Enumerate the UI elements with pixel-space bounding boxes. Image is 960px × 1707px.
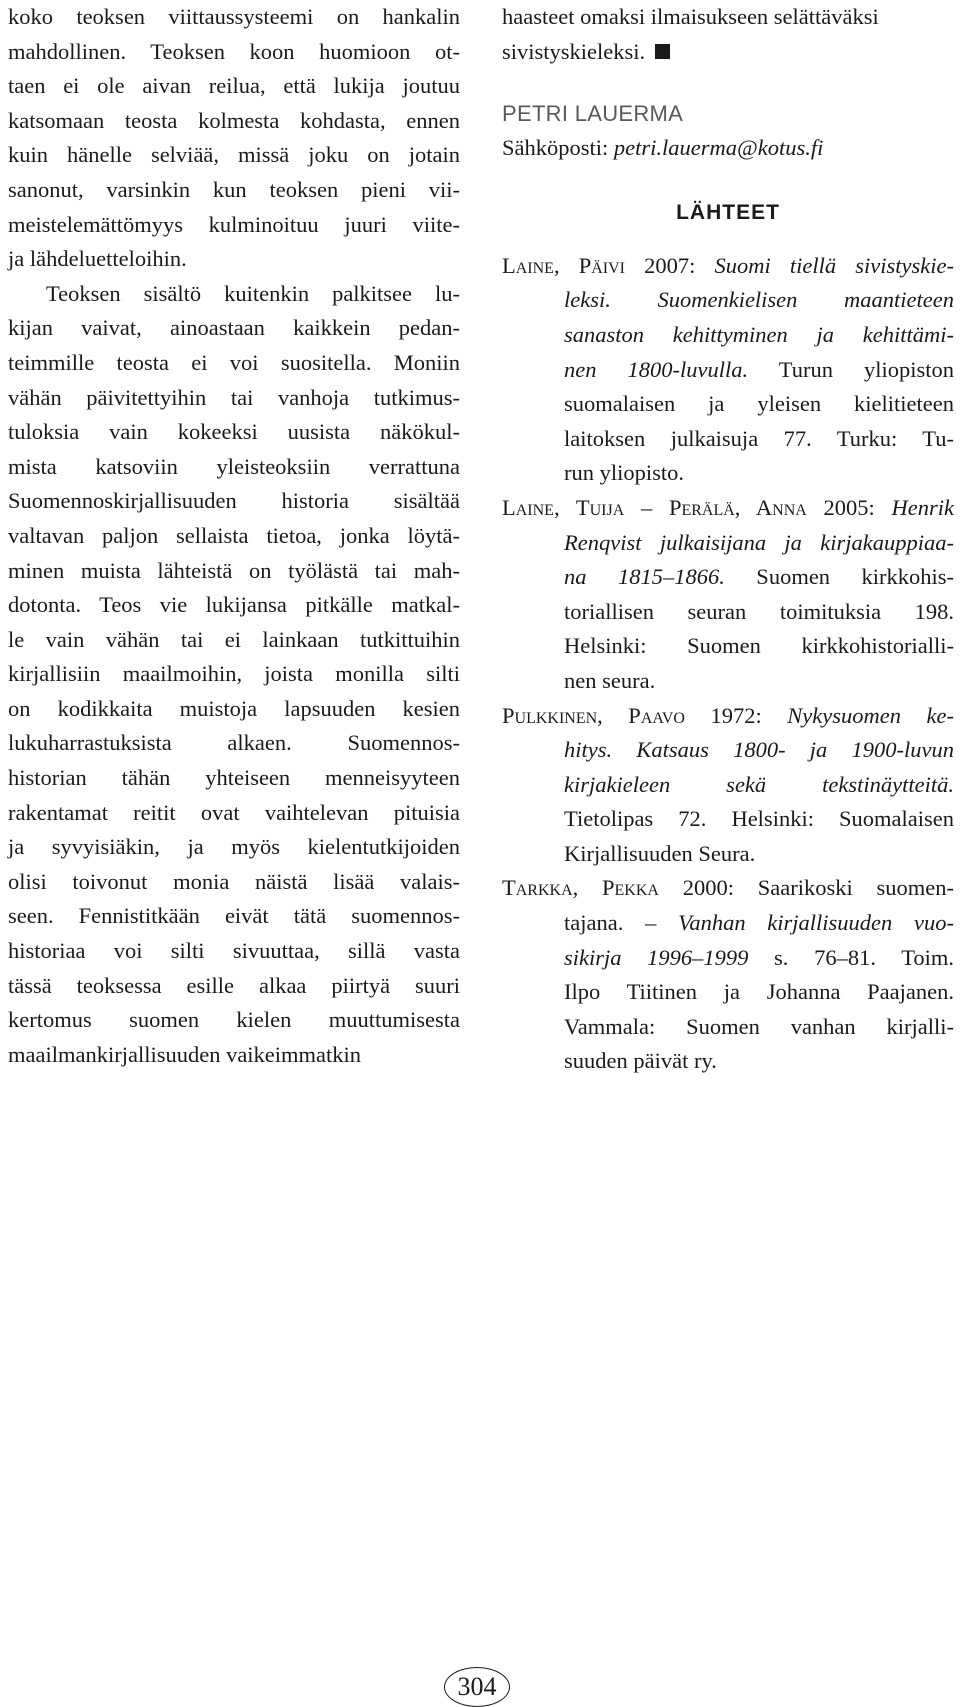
reference-author: Laine, Päivi — [502, 252, 625, 278]
reference-title: na 1815–1866. — [564, 564, 725, 590]
text-line: dotonta. Teos vie lukijansa pitkälle matkal- — [8, 592, 460, 618]
reference-title: sikirja 1996–1999 — [564, 944, 749, 970]
reference-text: 2007: — [625, 252, 715, 278]
reference-entry — [502, 249, 954, 491]
left-column — [8, 0, 460, 1072]
reference-text: s. 76–81. Toim. — [748, 944, 954, 970]
reference-text: toriallisen seuran toimituksia 198. — [564, 598, 954, 624]
reference-text: 2000: Saarikoski suomen- — [658, 875, 954, 901]
reference-text: run yliopisto. — [564, 460, 685, 486]
reference-title: hitys. Katsaus 1800- ja 1900-luvun — [564, 737, 954, 763]
email-address: petri.lauerma@kotus.fi — [613, 135, 824, 161]
text-line: lukuharrastuksista alkaen. Suomennos- — [8, 730, 460, 756]
text-span: haasteet omaksi ilmaisukseen selättäväksi — [502, 4, 879, 29]
text-line: kijan vaivat, ainoastaan kaikkein pedan- — [8, 315, 460, 341]
reference-entry — [502, 699, 954, 872]
opening-paragraph — [502, 0, 954, 69]
reference-text: suomalaisen ja yleisen kielitieteen — [564, 391, 954, 417]
reference-line — [502, 387, 954, 422]
reference-text: 2005: — [806, 494, 892, 520]
text-line: taen ei ole aivan reilua, että lukija joutuu — [8, 73, 460, 99]
text-line: Suomennoskirjallisuuden historia sisältää — [8, 488, 460, 514]
text-line: historian tähän yhteiseen menneisyyteen — [8, 765, 460, 791]
reference-line — [502, 837, 954, 872]
reference-title: Henrik — [891, 494, 954, 520]
reference-title: Vanhan kirjallisuuden vuo- — [678, 910, 954, 936]
reference-line — [502, 283, 954, 318]
reference-line — [502, 353, 954, 388]
reference-line — [502, 526, 954, 561]
reference-title: nen 1800-luvulla. — [564, 356, 749, 382]
text-line: kuin hänelle selviää, missä joku on jotain — [8, 142, 460, 168]
text-line: valtavan paljon sellaista tietoa, jonka löytä- — [8, 522, 460, 548]
reference-line — [502, 422, 954, 457]
text-line: on kodikkaita muistoja lapsuuden kesien — [8, 695, 460, 721]
text-line: tässä teoksessa esille alkaa piirtyä suuri — [8, 972, 460, 998]
text-line: olisi toivonut monia näistä lisää valais- — [8, 868, 460, 894]
reference-line — [502, 975, 954, 1010]
references-heading: LÄHTEET — [676, 200, 780, 224]
text-line: historiaa voi silti sivuuttaa, sillä vasta — [8, 938, 460, 964]
end-of-article-mark — [655, 44, 670, 59]
text-line: ja lähdeluetteloihin. — [8, 246, 187, 272]
text-line — [502, 35, 954, 70]
reference-text: laitoksen julkaisuja 77. Turku: Tu- — [564, 425, 954, 451]
reference-line — [502, 1044, 954, 1079]
reference-author: Tarkka, Pekka — [502, 875, 659, 901]
right-column — [502, 0, 954, 1079]
reference-line — [502, 629, 954, 664]
text-line: tuloksia vain kokeeksi uusista näkökul- — [8, 419, 460, 445]
text-line: mista katsoviin yleisteoksiin verrattuna — [8, 453, 460, 479]
reference-line — [502, 664, 954, 699]
reference-list — [502, 249, 954, 1079]
reference-line — [502, 699, 954, 734]
reference-title: Suomi tiellä sivistyskie- — [714, 252, 954, 278]
reference-text: 1972: — [684, 702, 788, 728]
text-line — [502, 0, 954, 35]
reference-text: nen seura. — [564, 667, 656, 693]
reference-line — [502, 249, 954, 284]
text-line: meistelemättömyys kulminoituu juuri viite- — [8, 211, 460, 237]
reference-text: tajana. – — [564, 910, 679, 936]
text-line: le vain vähän tai ei lainkaan tutkittuihin — [8, 626, 460, 652]
reference-line — [502, 802, 954, 837]
reference-title: Renqvist julkaisijana ja kirjakauppiaa- — [564, 529, 954, 555]
reference-line — [502, 1010, 954, 1045]
reference-line — [502, 318, 954, 353]
reference-line — [502, 941, 954, 976]
reference-title: leksi. Suomenkielisen maantieteen — [564, 287, 954, 313]
reference-entry — [502, 871, 954, 1079]
text-line: teimmille teosta ei voi suositella. Moniin — [8, 349, 460, 375]
reference-entry — [502, 491, 954, 699]
text-line: kertomus suomen kielen muuttumisesta — [8, 1007, 460, 1033]
reference-line — [502, 768, 954, 803]
reference-line — [502, 491, 954, 526]
text-span: sivistyskieleksi. — [502, 38, 646, 64]
reference-text: Tietolipas 72. Helsinki: Suomalaisen — [564, 806, 954, 832]
reference-text: Turun yliopiston — [748, 356, 954, 382]
text-line: rakentamat reitit ovat vaihtelevan pituisia — [8, 799, 460, 825]
reference-title: kirjakieleen sekä tekstinäytteitä. — [564, 771, 954, 797]
reference-text: Ilpo Tiitinen ja Johanna Paajanen. — [564, 979, 954, 1005]
reference-text: Suomen kirkkohis- — [724, 564, 955, 590]
reference-title: Nykysuomen ke- — [787, 702, 954, 728]
text-line: katsomaan teosta kolmesta kohdasta, ennen — [8, 107, 460, 133]
email-label: Sähköposti: — [502, 135, 614, 161]
reference-text: Vammala: Suomen vanhan kirjalli- — [564, 1013, 954, 1039]
reference-text: suuden päivät ry. — [564, 1048, 717, 1074]
page-number: 304 — [444, 1667, 510, 1707]
text-line: seen. Fennistitkään eivät tätä suomennos- — [8, 903, 460, 929]
author-email — [502, 131, 954, 166]
reference-title: sanaston kehittyminen ja kehittämi- — [564, 321, 954, 347]
reference-text: Helsinki: Suomen kirkkohistorialli- — [564, 633, 954, 659]
reference-author: Pulkkinen, Paavo — [502, 702, 685, 728]
text-line: maailmankirjallisuuden vaikeimmatkin — [8, 1041, 362, 1067]
reference-line — [502, 456, 954, 491]
text-line: ja syvyisiäkin, ja myös kielentutkijoiden — [8, 834, 460, 860]
reference-author: Laine, Tuija – Perälä, Anna — [502, 494, 807, 520]
reference-line — [502, 906, 954, 941]
author-name: PETRI LAUERMA — [502, 101, 684, 127]
text-line: kirjallisiin maailmoihin, joista monilla silti — [8, 661, 460, 687]
text-line: Teoksen sisältö kuitenkin palkitsee lu- — [46, 280, 460, 306]
reference-line — [502, 733, 954, 768]
text-line: vähän päivitettyihin tai vanhoja tutkimus- — [8, 384, 460, 410]
text-line: koko teoksen viittaussysteemi on hankalin — [8, 4, 460, 29]
reference-line — [502, 871, 954, 906]
text-line: sanonut, varsinkin kun teoksen pieni vii- — [8, 176, 460, 202]
reference-line — [502, 595, 954, 630]
text-line: mahdollinen. Teoksen koon huomioon ot- — [8, 38, 460, 64]
reference-text: Kirjallisuuden Seura. — [564, 840, 756, 866]
text-line: minen muista lähteistä on työlästä tai mah- — [8, 557, 460, 583]
reference-line — [502, 560, 954, 595]
